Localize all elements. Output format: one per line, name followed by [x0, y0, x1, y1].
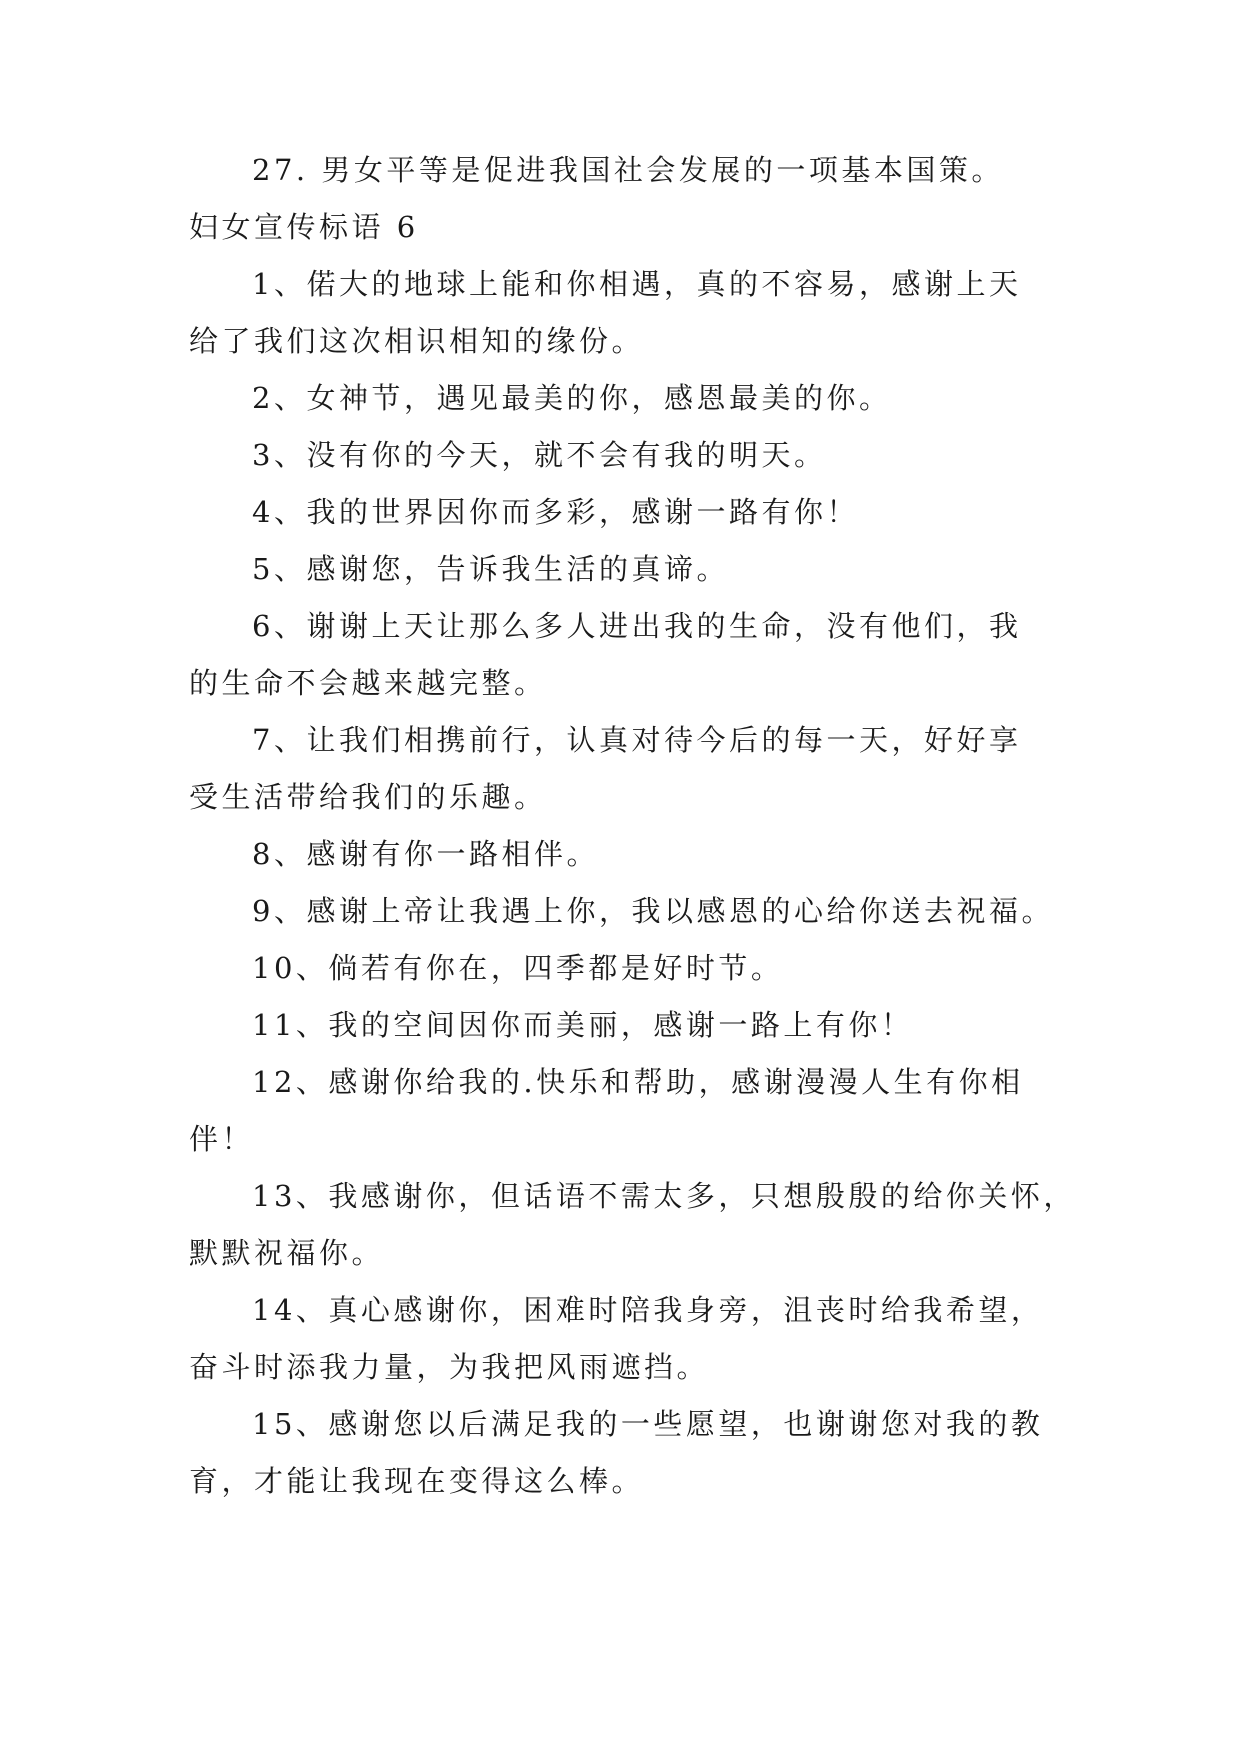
- text-line-14: 9、感谢上帝让我遇上你，我以感恩的心给你送去祝福。: [252, 894, 1054, 928]
- text-line-7: 4、我的世界因你而多彩，感谢一路有你！: [252, 495, 859, 529]
- text-line-15: 10、倘若有你在，四季都是好时节。: [252, 951, 784, 985]
- text-line-23: 15、感谢您以后满足我的一些愿望，也谢谢您对我的教: [252, 1407, 1044, 1441]
- text-line-9: 6、谢谢上天让那么多人进出我的生命，没有他们，我: [252, 609, 1022, 643]
- text-line-6: 3、没有你的今天，就不会有我的明天。: [252, 438, 827, 472]
- text-line-18: 伴！: [189, 1122, 255, 1156]
- text-line-20: 默默祝福你。: [189, 1236, 385, 1270]
- text-line-10: 的生命不会越来越完整。: [189, 666, 547, 700]
- text-line-3: 1、偌大的地球上能和你相遇，真的不容易，感谢上天: [252, 267, 1022, 301]
- text-line-22: 奋斗时添我力量，为我把风雨遮挡。: [189, 1350, 710, 1384]
- text-line-16: 11、我的空间因你而美丽，感谢一路上有你！: [252, 1008, 914, 1042]
- text-line-21: 14、真心感谢你，困难时陪我身旁，沮丧时给我希望，: [252, 1293, 1044, 1327]
- text-line-24: 育，才能让我现在变得这么棒。: [189, 1464, 645, 1498]
- text-line-4: 给了我们这次相识相知的缘份。: [189, 324, 645, 358]
- text-line-1: 27. 男女平等是促进我国社会发展的一项基本国策。: [252, 153, 1004, 187]
- text-line-13: 8、感谢有你一路相伴。: [252, 837, 599, 871]
- text-line-8: 5、感谢您，告诉我生活的真谛。: [252, 552, 729, 586]
- text-line-19: 13、我感谢你，但话语不需太多，只想殷殷的给你关怀，: [252, 1179, 1076, 1213]
- text-line-11: 7、让我们相携前行，认真对待今后的每一天，好好享: [252, 723, 1022, 757]
- text-line-12: 受生活带给我们的乐趣。: [189, 780, 547, 814]
- text-line-5: 2、女神节，遇见最美的你，感恩最美的你。: [252, 381, 892, 415]
- section-heading: 妇女宣传标语 6: [189, 210, 419, 244]
- text-line-17: 12、感谢你给我的.快乐和帮助，感谢漫漫人生有你相: [252, 1065, 1024, 1099]
